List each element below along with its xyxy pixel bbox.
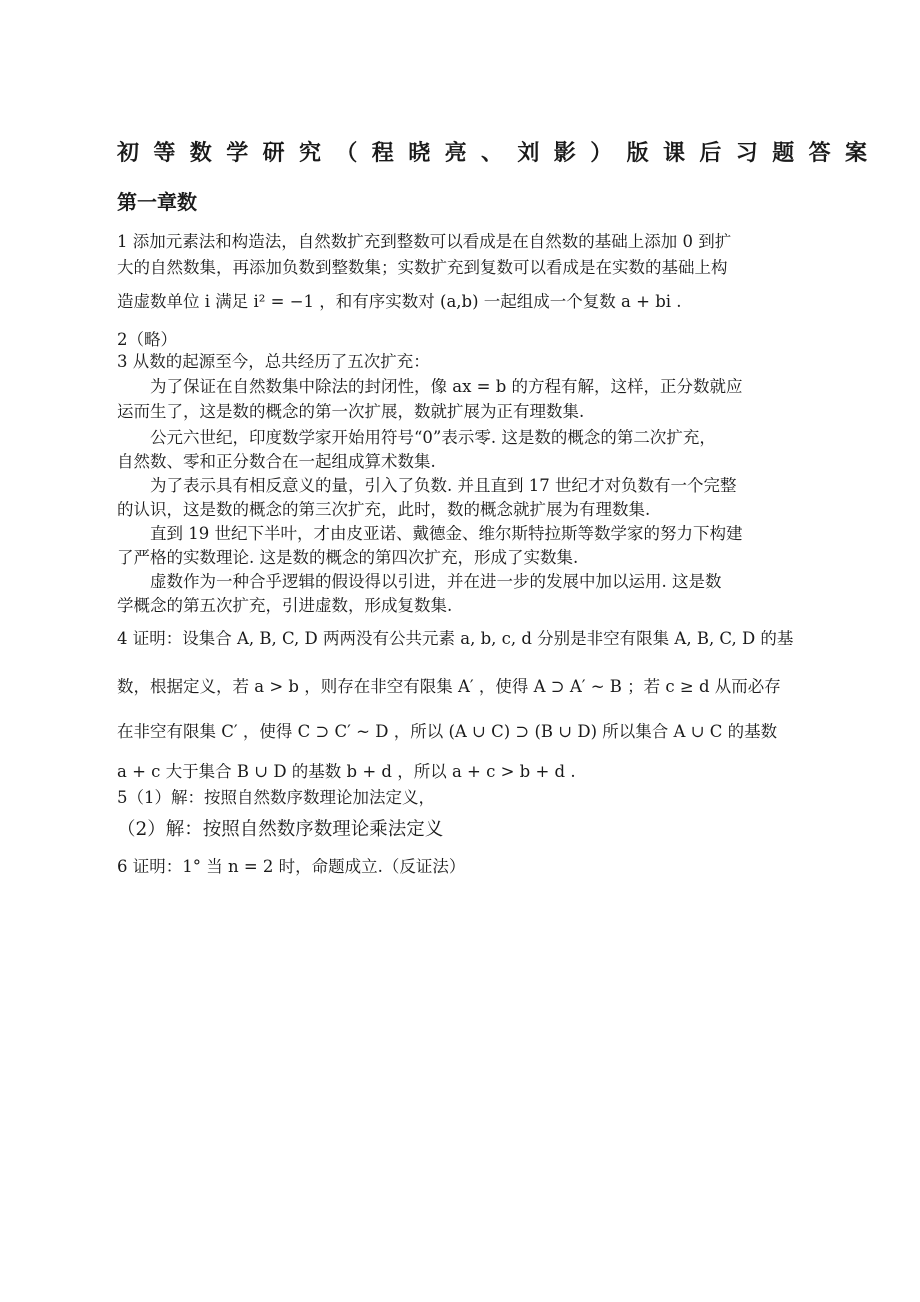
answer-4-line-3: 在非空有限集 C′ ，使得 C ⊃ C′ ~ D ，所以 (A ∪ C) ⊃ (B ∪ D) 所以集合 A ∪ C 的基数 [117,722,778,741]
answer-3-para-3-line-1: 为了表示具有相反意义的量，引入了负数. 并且直到 17 世纪才对负数有一个完整 [150,476,737,495]
answer-4-line-2: 数，根据定义，若 a > b ，则存在非空有限集 A′ ，使得 A ⊃ A′ ~ B ；若 c ≥ d 从而必存 [117,677,781,696]
answer-1-line-3: 造虚数单位 i 满足 i² = −1 ，和有序实数对 (a,b) 一起组成一个复数 a + bi . [117,292,682,311]
answer-3-para-4-line-2: 了严格的实数理论. 这是数的概念的第四次扩充，形成了实数集. [117,548,579,567]
answer-4-line-1: 4 证明：设集合 A, B, C, D 两两没有公共元素 a, b, c, d 分别是非空有限集 A, B, C, D 的基 [117,629,794,648]
answer-3-intro: 3 从数的起源至今，总共经历了五次扩充： [117,352,430,371]
answer-6: 6 证明：1° 当 n = 2 时，命题成立.（反证法） [117,857,466,876]
chapter-heading: 第一章数 [117,190,197,214]
answer-1-line-2: 大的自然数集，再添加负数到整数集；实数扩充到复数可以看成是在实数的基础上构 [117,258,728,277]
answer-3-para-5-line-1: 虚数作为一种合乎逻辑的假设得以引进，并在进一步的发展中加以运用. 这是数 [150,572,722,591]
answer-4-line-4: a + c 大于集合 B ∪ D 的基数 b + d ，所以 a + c > b + d . [117,762,576,781]
answer-3-para-4-line-1: 直到 19 世纪下半叶，才由皮亚诺、戴德金、维尔斯特拉斯等数学家的努力下构建 [150,524,743,543]
answer-3-para-3-line-2: 的认识，这是数的概念的第三次扩充，此时，数的概念就扩展为有理数集. [117,500,651,519]
answer-1-line-1: 1 添加元素法和构造法，自然数扩充到整数可以看成是在自然数的基础上添加 0 到扩 [117,232,732,251]
answer-3-para-5-line-2: 学概念的第五次扩充，引进虚数，形成复数集. [117,596,453,615]
answer-2: 2（略） [117,330,177,349]
answer-5-part-2: （2）解：按照自然数序数理论乘法定义 [117,819,444,840]
answer-5-part-1: 5（1）解：按照自然数序数理论加法定义， [117,788,435,807]
answer-3-para-2-line-1: 公元六世纪，印度数学家开始用符号“0”表示零. 这是数的概念的第二次扩充， [150,428,716,447]
answer-3-para-1-line-2: 运而生了，这是数的概念的第一次扩展，数就扩展为正有理数集. [117,402,585,421]
document-title: 初等数学研究（程晓亮、刘影）版课后习题答案 [117,141,882,166]
answer-3-para-1-line-1: 为了保证在自然数集中除法的封闭性，像 ax = b 的方程有解，这样，正分数就应 [150,377,743,396]
answer-3-para-2-line-2: 自然数、零和正分数合在一起组成算术数集. [117,452,436,471]
